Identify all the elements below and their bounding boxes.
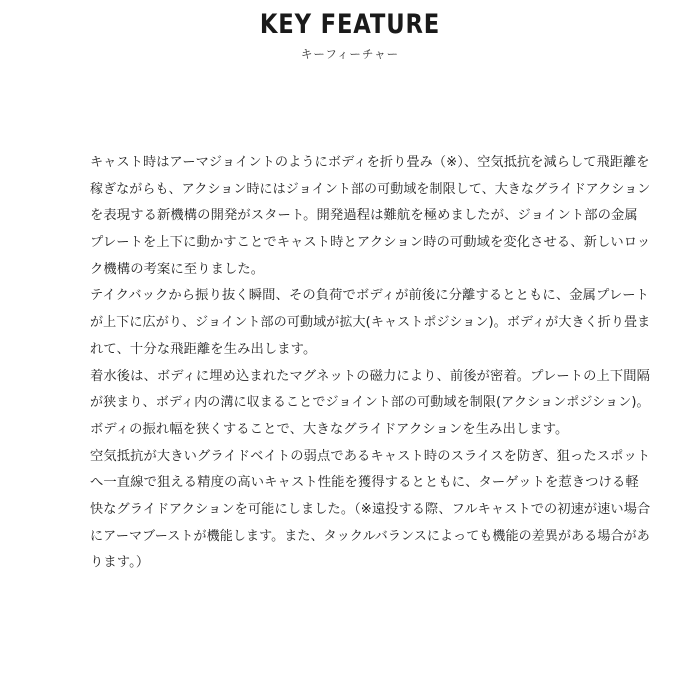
paragraph-line: れて、十分な飛距離を生み出します。 bbox=[90, 341, 317, 357]
paragraph-1 bbox=[90, 150, 650, 283]
paragraph-line: が狭まり、ボディ内の溝に収まることでジョイント部の可動域を制限(アクションポジション)。 bbox=[90, 395, 650, 411]
paragraph-3 bbox=[90, 364, 650, 444]
paragraph-line: キャスト時はアーマジョイントのようにボディを折り畳み（※）、空気抵抗を減らして飛距離を bbox=[90, 155, 650, 170]
header bbox=[0, 6, 700, 62]
paragraph-line: 空気抵抗が大きいグライドベイトの弱点であるキャスト時のスライスを防ぎ、狙ったスポット bbox=[90, 448, 651, 464]
paragraph-line: へ一直線で狙える精度の高いキャスト性能を獲得するとともに、ターゲットを惹きつける軽 bbox=[90, 475, 639, 491]
paragraph-line: にアーマブーストが機能します。また、タックルバランスによっても機能の差異がある場合があ bbox=[90, 528, 650, 544]
paragraph-2 bbox=[90, 283, 650, 363]
paragraph-line: を表現する新機構の開発がスタート。開発過程は難航を極めましたが、ジョイント部の金属 bbox=[90, 208, 638, 224]
paragraph-line: プレートを上下に動かすことでキャスト時とアクション時の可動域を変化させる、新しいロッ bbox=[90, 235, 651, 251]
paragraph-line: テイクバックから振り抜く瞬間、その負荷でボディが前後に分離するとともに、金属プレート bbox=[90, 288, 650, 304]
page-subtitle: キーフィーチャー bbox=[300, 47, 400, 61]
paragraph-line: 稼ぎながらも、アクション時にはジョイント部の可動域を制限して、大きなグライドアクション bbox=[90, 181, 651, 197]
paragraph-line: が上下に広がり、ジョイント部の可動域が拡大(キャストポジション)。ボディが大きく折り畳ま bbox=[90, 315, 651, 331]
paragraph-line: ります。） bbox=[90, 555, 150, 571]
paragraph-line: ボディの振れ幅を狭くすることで、大きなグライドアクションを生み出します。 bbox=[90, 421, 569, 437]
paragraph-line: ク機構の考案に至りました。 bbox=[90, 261, 265, 277]
paragraph-line: 着水後は、ボディに埋め込まれたマグネットの磁力により、前後が密着。プレートの上下間隔 bbox=[90, 368, 650, 384]
page-title: KEY FEATURE bbox=[259, 9, 441, 40]
paragraph-line: 快なグライドアクションを可能にしました。（※遠投する際、フルキャストでの初速が速い場合 bbox=[90, 501, 651, 517]
feature-description bbox=[90, 150, 650, 577]
paragraph-4 bbox=[90, 444, 650, 577]
